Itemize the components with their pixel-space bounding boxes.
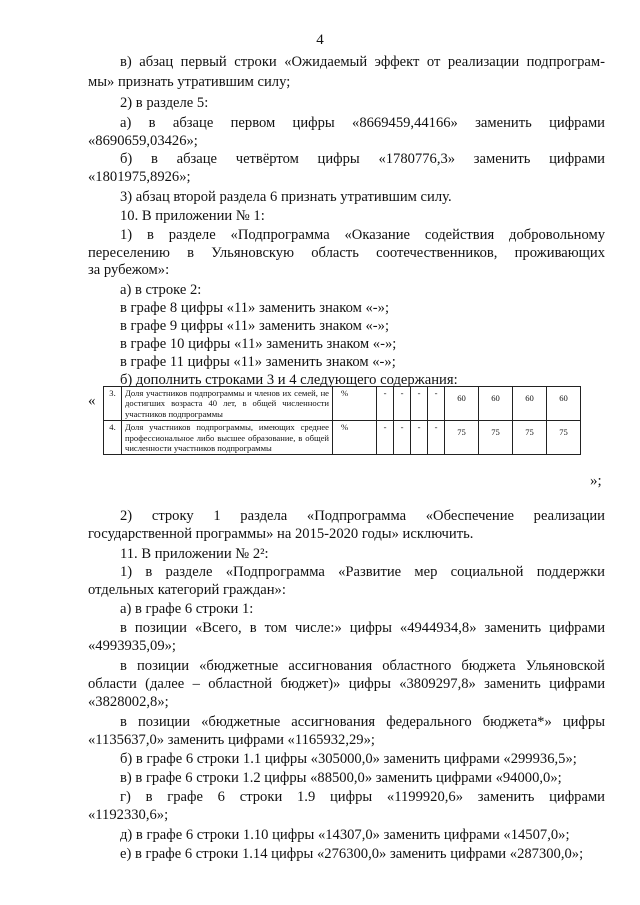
paragraph-line: а) в графе 6 строки 1: [120, 601, 254, 617]
paragraph-line: в графе 11 цифры «11» заменить знаком «-»; [120, 354, 396, 370]
paragraph-line: г) в графе 6 строки 1.9 цифры «1199920,6» заменить цифрами [120, 789, 605, 805]
dash-cell: - [411, 387, 428, 421]
paragraph-line: 10. В приложении № 1: [120, 208, 265, 224]
paragraph-line: отдельных категорий граждан»: [88, 582, 286, 598]
unit-cell: % [333, 421, 377, 455]
paragraph-line: 2) строку 1 раздела «Подпрограмма «Обеспечение реализации [120, 508, 605, 524]
row-number: 4. [104, 421, 122, 455]
paragraph-line: «1192330,6»; [88, 807, 169, 823]
paragraph-line: б) в графе 6 строки 1.1 цифры «305000,0» заменить цифрами «299936,5»; [120, 751, 577, 767]
paragraph-line: е) в графе 6 строки 1.14 цифры «276300,0» заменить цифрами «287300,0»; [120, 846, 584, 862]
paragraph-line: «3828002,8»; [88, 694, 169, 710]
table-close-quote: »; [590, 473, 602, 489]
paragraph-line: 11. В приложении № 2²: [120, 546, 269, 562]
value-cell: 60 [445, 387, 479, 421]
paragraph-line: а) в абзаце первом цифры «8669459,44166» заменить цифрами [120, 115, 605, 131]
dash-cell: - [428, 421, 445, 455]
paragraph-line: 1) в разделе «Подпрограмма «Оказание содействия добровольному [120, 227, 605, 243]
paragraph-line: «1801975,8926»; [88, 169, 191, 185]
value-cell: 75 [513, 421, 547, 455]
paragraph-line: д) в графе 6 строки 1.10 цифры «14307,0» заменить цифрами «14507,0»; [120, 827, 570, 843]
paragraph-line: в позиции «бюджетные ассигнования федерального бюджета*» цифры [120, 714, 605, 730]
paragraph-line: мы» признать утратившим силу; [88, 74, 291, 90]
paragraph-line: переселению в Ульяновскую область соотечественников, проживающих [88, 245, 605, 261]
paragraph-line: в) в графе 6 строки 1.2 цифры «88500,0» заменить цифрами «94000,0»; [120, 770, 562, 786]
paragraph-line: за рубежом»: [88, 262, 170, 278]
paragraph-line: области (далее – областной бюджет)» цифры «3809297,8» заменить цифрами [88, 676, 605, 692]
paragraph-line: б) дополнить строками 3 и 4 следующего содержания: [120, 372, 458, 388]
value-cell: 60 [513, 387, 547, 421]
indicator-name: Доля участников подпрограммы, имеющих среднее профессиональное либо высшее образование, в общей численности участников подпрограммы [122, 421, 333, 455]
paragraph-line: «1135637,0» заменить цифрами «1165932,29»; [88, 732, 375, 748]
paragraph-line: 2) в разделе 5: [120, 95, 209, 111]
dash-cell: - [377, 387, 394, 421]
paragraph-line: 3) абзац второй раздела 6 признать утратившим силу. [120, 189, 452, 205]
paragraph-line: б) в абзаце четвёртом цифры «1780776,3» заменить цифрами [120, 151, 605, 167]
paragraph-line: в графе 9 цифры «11» заменить знаком «-»; [120, 318, 390, 334]
paragraph-line: в позиции «Всего, в том числе:» цифры «4944934,8» заменить цифрами [120, 620, 605, 636]
paragraph-line: «4993935,09»; [88, 638, 176, 654]
page-number: 4 [316, 32, 324, 48]
paragraph-line: в позиции «бюджетные ассигнования областного бюджета Ульяновской [120, 658, 605, 674]
paragraph-line: государственной программы» на 2015-2020 годы» исключить. [88, 526, 474, 542]
table-row [104, 387, 581, 421]
dash-cell: - [411, 421, 428, 455]
paragraph-line: в графе 8 цифры «11» заменить знаком «-»; [120, 300, 390, 316]
dash-cell: - [394, 421, 411, 455]
value-cell: 60 [479, 387, 513, 421]
dash-cell: - [377, 421, 394, 455]
dash-cell: - [428, 387, 445, 421]
indicator-name: Доля участников подпрограммы и членов их семей, не достигших возраста 40 лет, в общей численности участников подпрограммы [122, 387, 333, 421]
value-cell: 60 [547, 387, 581, 421]
value-cell: 75 [445, 421, 479, 455]
table-row [104, 421, 581, 455]
row-number: 3. [104, 387, 122, 421]
paragraph-line: 1) в разделе «Подпрограмма «Развитие мер социальной поддержки [120, 564, 605, 580]
unit-cell: % [333, 387, 377, 421]
dash-cell: - [394, 387, 411, 421]
paragraph-line: «8690659,03426»; [88, 133, 198, 149]
paragraph-line: в) абзац первый строки «Ожидаемый эффект от реализации подпрограм- [120, 54, 605, 70]
paragraph-line: а) в строке 2: [120, 282, 202, 298]
value-cell: 75 [547, 421, 581, 455]
table-open-quote: « [88, 393, 96, 409]
paragraph-line: в графе 10 цифры «11» заменить знаком «-»; [120, 336, 397, 352]
indicators-table [103, 386, 581, 455]
value-cell: 75 [479, 421, 513, 455]
